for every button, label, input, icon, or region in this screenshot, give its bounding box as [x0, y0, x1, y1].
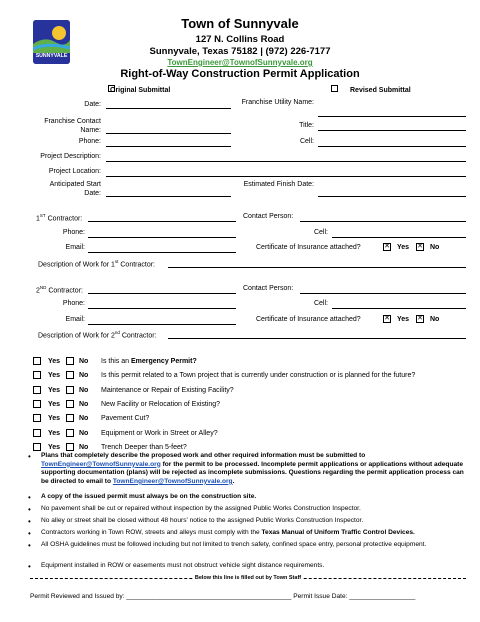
- note-row: Equipment installed in ROW or easements must not obstruct vehicle sight distance requirements.: [41, 562, 325, 569]
- title-field[interactable]: [318, 130, 466, 131]
- question-no-checkbox[interactable]: [66, 357, 74, 365]
- question-no-label: No: [79, 444, 89, 451]
- contractor1-phone-field[interactable]: [88, 237, 236, 238]
- franchise-utility-label: Franchise Utility Name:: [241, 99, 314, 106]
- staff-divider-label: Below this line is filled out by Town Staff: [194, 575, 302, 581]
- contractor2-phone-label: Phone:: [62, 300, 85, 307]
- contractor1-insurance-label: Certificate of Insurance attached?: [256, 244, 361, 251]
- contractor2-phone-field[interactable]: [88, 308, 236, 309]
- question-text: Trench Deeper than 5-feet?: [101, 444, 187, 451]
- anticipated-start-field[interactable]: [106, 196, 231, 197]
- revised-submittal-checkbox[interactable]: [331, 85, 338, 92]
- contractor1-insurance-no-checkbox[interactable]: ✕: [417, 243, 423, 250]
- contractor2-yes-label: Yes: [397, 316, 410, 323]
- question-text: Equipment or Work in Street or Alley?: [101, 430, 218, 437]
- cell-label: Cell:: [299, 138, 314, 145]
- contractor2-insurance-yes-checkbox[interactable]: ✕: [384, 315, 390, 322]
- question-text: New Facility or Relocation of Existing?: [101, 401, 221, 408]
- franchise-utility-field[interactable]: [318, 116, 466, 117]
- question-no-label: No: [79, 358, 89, 365]
- note-permit-copy: A copy of the issued permit must always be on the construction site.: [41, 493, 257, 500]
- question-no-checkbox[interactable]: [66, 443, 74, 451]
- contractor2-no-label: No: [430, 316, 440, 323]
- project-location-label: Project Location:: [48, 168, 101, 175]
- question-yes-checkbox[interactable]: [33, 386, 41, 394]
- question-no-label: No: [79, 387, 89, 394]
- question-no-checkbox[interactable]: [66, 400, 74, 408]
- question-yes-label: Yes: [48, 387, 61, 394]
- contractor1-contact-label: Contact Person:: [243, 213, 294, 220]
- contractor1-contact-field[interactable]: [300, 221, 466, 222]
- note-email-link[interactable]: TownEngineer@TownofSunnyvale.org: [41, 460, 161, 468]
- contractor2-description-field[interactable]: [168, 338, 466, 339]
- estimated-finish-label: Estimated Finish Date:: [243, 181, 314, 188]
- question-yes-checkbox[interactable]: [33, 443, 41, 451]
- bullet: •: [28, 517, 31, 526]
- contractor1-email-field[interactable]: [88, 252, 236, 253]
- note-alley: No alley or street shall be closed without 48 hours' notice to the assigned Public Works Construction Inspector.: [41, 517, 364, 524]
- bullet: •: [28, 452, 31, 461]
- anticipated-start-label: Anticipated Start Date:: [49, 181, 101, 197]
- question-yes-label: Yes: [48, 415, 61, 422]
- question-yes-label: Yes: [48, 358, 61, 365]
- note-pavement: No pavement shall be cut or repaired without inspection by the assigned Public Works Construction Inspector.: [41, 505, 361, 512]
- question-yes-checkbox[interactable]: [33, 357, 41, 365]
- cell-field[interactable]: [318, 146, 466, 147]
- contractor1-email-label: Email:: [65, 244, 85, 251]
- question-no-checkbox[interactable]: [66, 414, 74, 422]
- contractor1-field[interactable]: [88, 221, 236, 222]
- franchise-contact-field[interactable]: [106, 133, 231, 134]
- contractor2-field[interactable]: [88, 293, 236, 294]
- date-field[interactable]: [106, 108, 231, 109]
- note-plans: Plans that completely describe the proposed work and other required information must be submitted to TownEngineer@TownofSunnyvale.org for the permit to be processed. Incomplete permit applications or applications without adequate supporting documentation (plans) will be rejected as incomplete submissions. Questions regarding the permit application process can be directed to email to TownEngineer@TownofSunnyvale.org.: [41, 452, 464, 485]
- date-label: Date:: [84, 101, 101, 108]
- question-yes-checkbox[interactable]: [33, 414, 41, 422]
- form-title: Right-of-Way Construction Permit Application: [120, 68, 360, 80]
- contractor2-email-label: Email:: [65, 316, 85, 323]
- revised-submittal-label: Revised Submittal: [350, 87, 411, 94]
- question-text: Pavement Cut?: [101, 415, 150, 422]
- bullet: •: [28, 562, 31, 571]
- phone-label: Phone:: [78, 138, 101, 145]
- note-osha: All OSHA guidelines must be followed including but not limited to trench safety, confined space entry, personal protective equipment.: [41, 541, 427, 548]
- contractor2-label: 2ND Contractor:: [36, 285, 83, 295]
- contractor1-phone-label: Phone:: [62, 229, 85, 236]
- contractor2-cell-label: Cell:: [313, 300, 328, 307]
- original-submittal-label: Original Submittal: [110, 87, 171, 94]
- question-yes-label: Yes: [48, 372, 61, 379]
- contractor2-email-field[interactable]: [88, 324, 236, 325]
- question-no-checkbox[interactable]: [66, 371, 74, 379]
- logo-text: SUNNYVALE: [35, 53, 68, 59]
- estimated-finish-field[interactable]: [318, 196, 466, 197]
- project-location-field[interactable]: [106, 176, 466, 177]
- bullet: •: [28, 505, 31, 514]
- contractor1-yes-label: Yes: [397, 244, 410, 251]
- contractor1-cell-label: Cell:: [313, 229, 328, 236]
- address-line-2: Sunnyvale, Texas 75182 | (972) 226-7177: [149, 46, 331, 57]
- note-email-link-2[interactable]: TownEngineer@TownofSunnyvale.org: [112, 477, 233, 485]
- contractor2-description-label: Description of Work for 2nd Contractor:: [38, 330, 157, 340]
- contractor2-insurance-no-checkbox[interactable]: ✕: [417, 315, 423, 322]
- note-traffic: Contractors working in Town ROW, streets and alleys must comply with the Texas Manual of Uniform Traffic Control Devices.: [41, 529, 415, 536]
- franchise-contact-label: Franchise Contact Name:: [44, 118, 101, 134]
- contractor1-no-label: No: [430, 244, 440, 251]
- question-no-label: No: [79, 401, 89, 408]
- question-no-checkbox[interactable]: [66, 386, 74, 394]
- bullet: •: [28, 541, 31, 550]
- contractor2-insurance-label: Certificate of Insurance attached?: [256, 316, 361, 323]
- bullet: •: [28, 493, 31, 502]
- project-description-field[interactable]: [106, 161, 466, 162]
- question-yes-label: Yes: [48, 401, 61, 408]
- question-yes-label: Yes: [48, 444, 61, 451]
- contractor1-description-label: Description of Work for 1st Contractor:: [38, 259, 155, 269]
- question-yes-label: Yes: [48, 430, 61, 437]
- question-yes-checkbox[interactable]: [33, 429, 41, 437]
- permit-reviewed-line: Permit Reviewed and Issued by: _____________________________________________ Permit Issue Date: __________________: [30, 593, 416, 600]
- question-text: Is this permit related to a Town project that is currently under construction or is planned for the future?: [101, 372, 416, 379]
- contractor2-contact-label: Contact Person:: [243, 285, 294, 292]
- phone-field[interactable]: [106, 146, 231, 147]
- contractor1-description-field[interactable]: [168, 267, 466, 268]
- question-no-checkbox[interactable]: [66, 429, 74, 437]
- question-text: Maintenance or Repair of Existing Facility?: [101, 387, 234, 394]
- bullet: •: [28, 529, 31, 538]
- contractor1-cell-field[interactable]: [332, 237, 466, 238]
- org-name: Town of Sunnyvale: [181, 16, 299, 31]
- question-yes-checkbox[interactable]: [33, 400, 41, 408]
- address-line-1: 127 N. Collins Road: [195, 34, 285, 45]
- contact-email-link[interactable]: TownEngineer@TownofSunnyvale.org: [167, 58, 313, 67]
- question-yes-checkbox[interactable]: [33, 371, 41, 379]
- title-label: Title:: [299, 122, 314, 129]
- contractor1-label: 1ST Contractor:: [36, 213, 83, 223]
- question-no-label: No: [79, 430, 89, 437]
- project-description-label: Project Description:: [40, 153, 101, 160]
- contractor2-cell-field[interactable]: [332, 308, 466, 309]
- question-text: Is this an Emergency Permit?: [101, 358, 197, 365]
- contractor2-contact-field[interactable]: [300, 293, 466, 294]
- question-no-label: No: [79, 372, 89, 379]
- contractor1-insurance-yes-checkbox[interactable]: ✕: [384, 243, 390, 250]
- question-no-label: No: [79, 415, 89, 422]
